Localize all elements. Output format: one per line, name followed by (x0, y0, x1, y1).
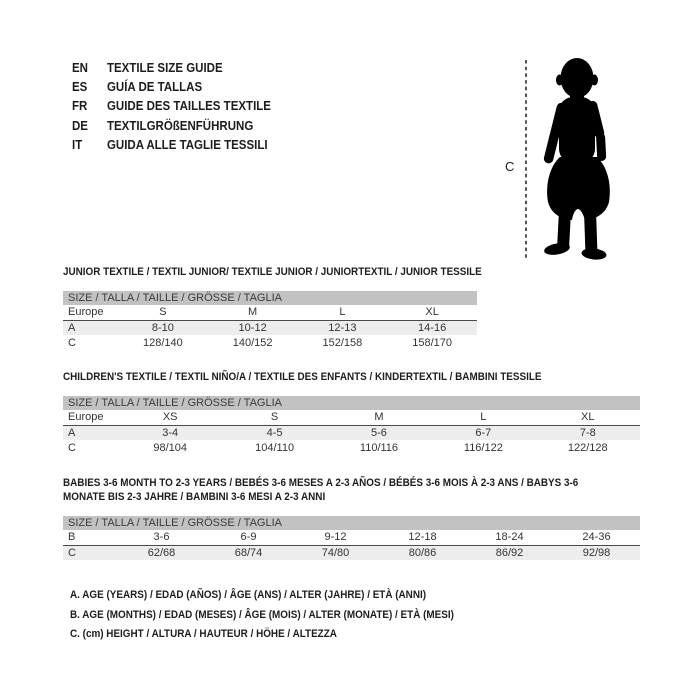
childrens-textile-section (63, 370, 640, 455)
size-cell: 10-12 (208, 320, 298, 335)
size-cell: XL (536, 410, 640, 425)
note-age-years: A. AGE (YEARS) / EDAD (AÑOS) / ÂGE (ANS) / ALTER (JAHRE) / ETÀ (ANNI) (70, 589, 427, 601)
row-label: C (68, 441, 76, 454)
height-measure-label: C (505, 159, 515, 174)
size-cell: 158/170 (412, 336, 452, 349)
language-title: GUIDE DES TAILLES TEXTILE (106, 99, 271, 114)
size-cell: 128/140 (142, 336, 183, 349)
size-cell: 4-5 (222, 425, 326, 440)
size-cell: 140/152 (232, 336, 273, 349)
size-cell: 12-13 (298, 320, 388, 335)
table-row (63, 440, 640, 455)
language-title-block (72, 59, 271, 155)
size-cell: 110/116 (359, 441, 399, 454)
row-label: C (63, 545, 118, 560)
size-header: SIZE / TALLA / TAILLE / GRÖSSE / TAGLIA (63, 396, 640, 410)
childrens-size-table (63, 396, 640, 455)
size-header-row (63, 516, 640, 530)
size-cell: L (298, 305, 388, 320)
language-code: FR (72, 99, 88, 114)
size-cell: XL (387, 305, 477, 320)
baby-foot (581, 247, 607, 261)
size-cell: 3-4 (118, 425, 222, 440)
row-label: B (63, 530, 118, 545)
row-label: Europe (63, 410, 118, 425)
size-header: SIZE / TALLA / TAILLE / GRÖSSE / TAGLIA (63, 291, 477, 305)
language-row (72, 136, 271, 155)
size-cell: 98/104 (153, 441, 188, 454)
language-title: TEXTILGRÖßENFÜHRUNG (106, 118, 254, 133)
size-cell: 3-6 (118, 530, 205, 545)
row-label: A (63, 320, 118, 335)
baby-leg (584, 205, 598, 255)
language-title: GUÍA DE TALLAS (106, 80, 203, 95)
size-cell: 68/74 (205, 545, 292, 560)
row-label: Europe (63, 305, 118, 320)
note-height-cm: C. (cm) HEIGHT / ALTURA / HAUTEUR / HÖHE / ALTEZZA (70, 628, 337, 640)
size-cell: 7-8 (536, 425, 640, 440)
junior-table-title: JUNIOR TEXTILE / TEXTIL JUNIOR/ TEXTILE JUNIOR / JUNIORTEXTIL / JUNIOR TESSILE (63, 266, 482, 278)
size-cell: S (222, 410, 326, 425)
size-cell: 104/110 (255, 441, 295, 454)
size-cell: XS (118, 410, 222, 425)
row-label: A (63, 425, 118, 440)
legend-notes (70, 586, 454, 645)
table-row (63, 335, 477, 350)
babies-table-title: BABIES 3-6 MONTH TO 2-3 YEARS / BEBÉS 3-6 MESES A 2-3 AÑOS / BÉBÉS 3-6 MOIS À 2-3 ANS / BABYS 3-6 MONATE BIS 2-3 JAHRE / BAMBINI 3-6 MESI A 2-3 ANNI (63, 477, 579, 503)
language-code: ES (72, 80, 88, 95)
size-cell: 8-10 (118, 320, 208, 335)
baby-shorts (547, 157, 610, 220)
size-cell: 74/80 (292, 545, 379, 560)
size-cell: 6-9 (205, 530, 292, 545)
size-cell: 116/122 (463, 441, 503, 454)
language-code: IT (72, 137, 83, 152)
size-header: SIZE / TALLA / TAILLE / GRÖSSE / TAGLIA (63, 516, 640, 530)
size-header-row (63, 291, 477, 305)
table-row (63, 410, 640, 425)
size-cell: 86/92 (466, 545, 553, 560)
size-cell: 122/128 (567, 441, 608, 454)
table-row (63, 425, 640, 440)
language-row (72, 117, 271, 136)
babies-size-table (63, 516, 640, 560)
language-row (72, 97, 271, 116)
note-age-months: B. AGE (MONTHS) / EDAD (MESES) / ÂGE (MOIS) / ALTER (MONATE) / ETÀ (MESI) (70, 608, 454, 621)
size-cell: M (208, 305, 298, 320)
baby-silhouette-icon (543, 58, 610, 261)
size-cell: S (118, 305, 208, 320)
size-cell: 5-6 (327, 425, 431, 440)
size-cell: L (431, 410, 535, 425)
baby-head (561, 58, 594, 98)
language-code: DE (72, 118, 88, 133)
size-cell: M (327, 410, 431, 425)
language-row (72, 78, 271, 97)
size-cell: 24-36 (553, 530, 640, 545)
size-cell: 14-16 (387, 320, 477, 335)
baby-ear (591, 75, 598, 86)
size-cell: 9-12 (292, 530, 379, 545)
baby-figure (500, 52, 640, 264)
table-row (63, 320, 477, 335)
junior-textile-section (63, 265, 482, 350)
language-code: EN (72, 61, 88, 75)
language-title: GUIDA ALLE TAGLIE TESSILI (106, 137, 268, 152)
size-cell: 92/98 (553, 545, 640, 560)
language-row (72, 59, 271, 78)
baby-forearm (596, 133, 606, 161)
size-cell: 6-7 (431, 425, 535, 440)
table-row (63, 305, 477, 320)
size-cell: 12-18 (379, 530, 466, 545)
table-row (63, 545, 640, 560)
babies-textile-section (63, 476, 640, 560)
size-header-row (63, 396, 640, 410)
baby-ear (556, 75, 563, 86)
size-cell: 152/158 (322, 336, 363, 349)
row-label: C (68, 336, 76, 349)
size-cell: 18-24 (466, 530, 553, 545)
childrens-table-title: CHILDREN'S TEXTILE / TEXTIL NIÑO/A / TEXTILE DES ENFANTS / KINDERTEXTIL / BAMBINI TESSILE (63, 371, 542, 383)
junior-size-table (63, 291, 477, 350)
size-cell: 80/86 (379, 545, 466, 560)
language-title: TEXTILE SIZE GUIDE (106, 61, 223, 75)
size-cell: 62/68 (118, 545, 205, 560)
table-row (63, 530, 640, 545)
